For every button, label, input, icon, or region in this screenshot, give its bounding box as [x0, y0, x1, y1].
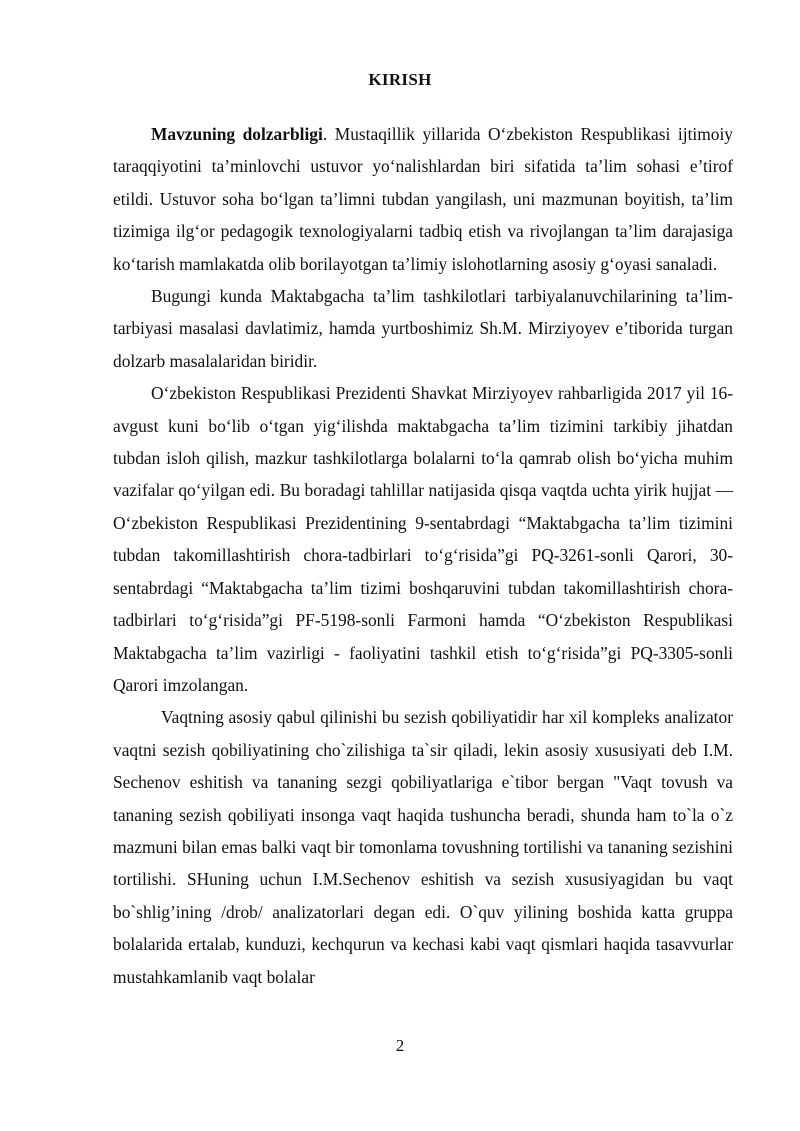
- paragraph-text: O‘zbekiston Respublikasi Prezidenti Shavkat Mirziyoyev rahbarligida 2017 yil 16-avgust kuni bo‘lib o‘tgan yig‘ilishda maktabgacha ta’lim tizimini tarkibiy jihatdan tubdan isloh qilish, mazkur tashkilotlarga bolalarni to‘la qamrab olish bo‘yicha muhim vazifalar qo‘yilgan edi. Bu boradagi tahlillar natijasida qisqa vaqtda uchta yirik hujjat — O‘zbekiston Respublikasi Prezidentining 9-sentabrdagi “Maktabgacha ta’lim tizimini tubdan takomillashtirish chora-tadbirlari to‘g‘risida”gi PQ-3261-sonli Qarori, 30-sentabrdagi “Maktabgacha ta’lim tizimi boshqaruvini tubdan takomillashtirish chora-tadbirlari to‘g‘risida”gi PF-5198-sonli Farmoni hamda “O‘zbekiston Respublikasi Maktabgacha ta’lim vazirligi - faoliyatini tashkil etish to‘g‘risida”gi PQ-3305-sonli Qarori imzolangan.: [113, 383, 733, 695]
- paragraph-lead: Mavzuning dolzarbligi: [151, 124, 323, 144]
- paragraph-president: [113, 377, 733, 701]
- paragraph-time-perception: [113, 701, 733, 993]
- paragraph-text: . Mustaqillik yillarida O‘zbekiston Respublikasi ijtimoiy taraqqiyotini ta’minlovchi ustuvor yo‘nalishlardan biri sifatida ta’lim sohasi e’tirof etildi. Ustuvor soha bo‘lgan ta’limni tubdan yangilash, uni mazmunan boyitish, ta’lim tizimiga ilg‘or pedagogik texnologiyalarni tadbiq etish va rivojlangan ta’lim darajasiga ko‘tarish mamlakatda olib borilayotgan ta’limiy islohotlarning asosiy g‘oyasi sanaladi.: [113, 124, 734, 274]
- paragraph-text: Vaqtning asosiy qabul qilinishi bu sezish qobiliyatidir har xil kompleks analizator vaqtni sezish qobiliyatining cho`zilishiga ta`sir qiladi, lekin asosiy xususiyati deb I.M. Sechenov eshitish va tananing sezgi qobiliyatlariga e`tibor bergan "Vaqt tovush va tananing sezish qobiliyati insonga vaqt haqida tushuncha beradi, shunda ham to`la o`z mazmuni bilan emas balki vaqt bir tomonlama tovushning tortilishi va tananing sezishini tortilishi. SHuning uchun I.M.Sechenov eshitish va sezish xususiyagidan bu vaqt bo`shlig’ining /drob/ analizatorlari degan edi. O`quv yilining boshida katta gruppa bolalarida ertalab, kunduzi, kechqurun va kechasi kabi vaqt qismlari haqida tasavvurlar mustahkamlanib vaqt bolalar: [113, 707, 733, 987]
- page-number: 2: [395, 1036, 405, 1055]
- page-title: KIRISH: [368, 70, 432, 89]
- body-text: [113, 118, 733, 993]
- paragraph-today: [113, 280, 733, 377]
- paragraph-text: Bugungi kunda Maktabgacha ta’lim tashkilotlari tarbiyalanuvchilarining ta’lim-tarbiyasi masalasi davlatimiz, hamda yurtboshimiz Sh.M. Mirziyoyev e’tiborida turgan dolzarb masalalaridan biridir.: [113, 286, 733, 371]
- paragraph-relevance: [113, 118, 733, 280]
